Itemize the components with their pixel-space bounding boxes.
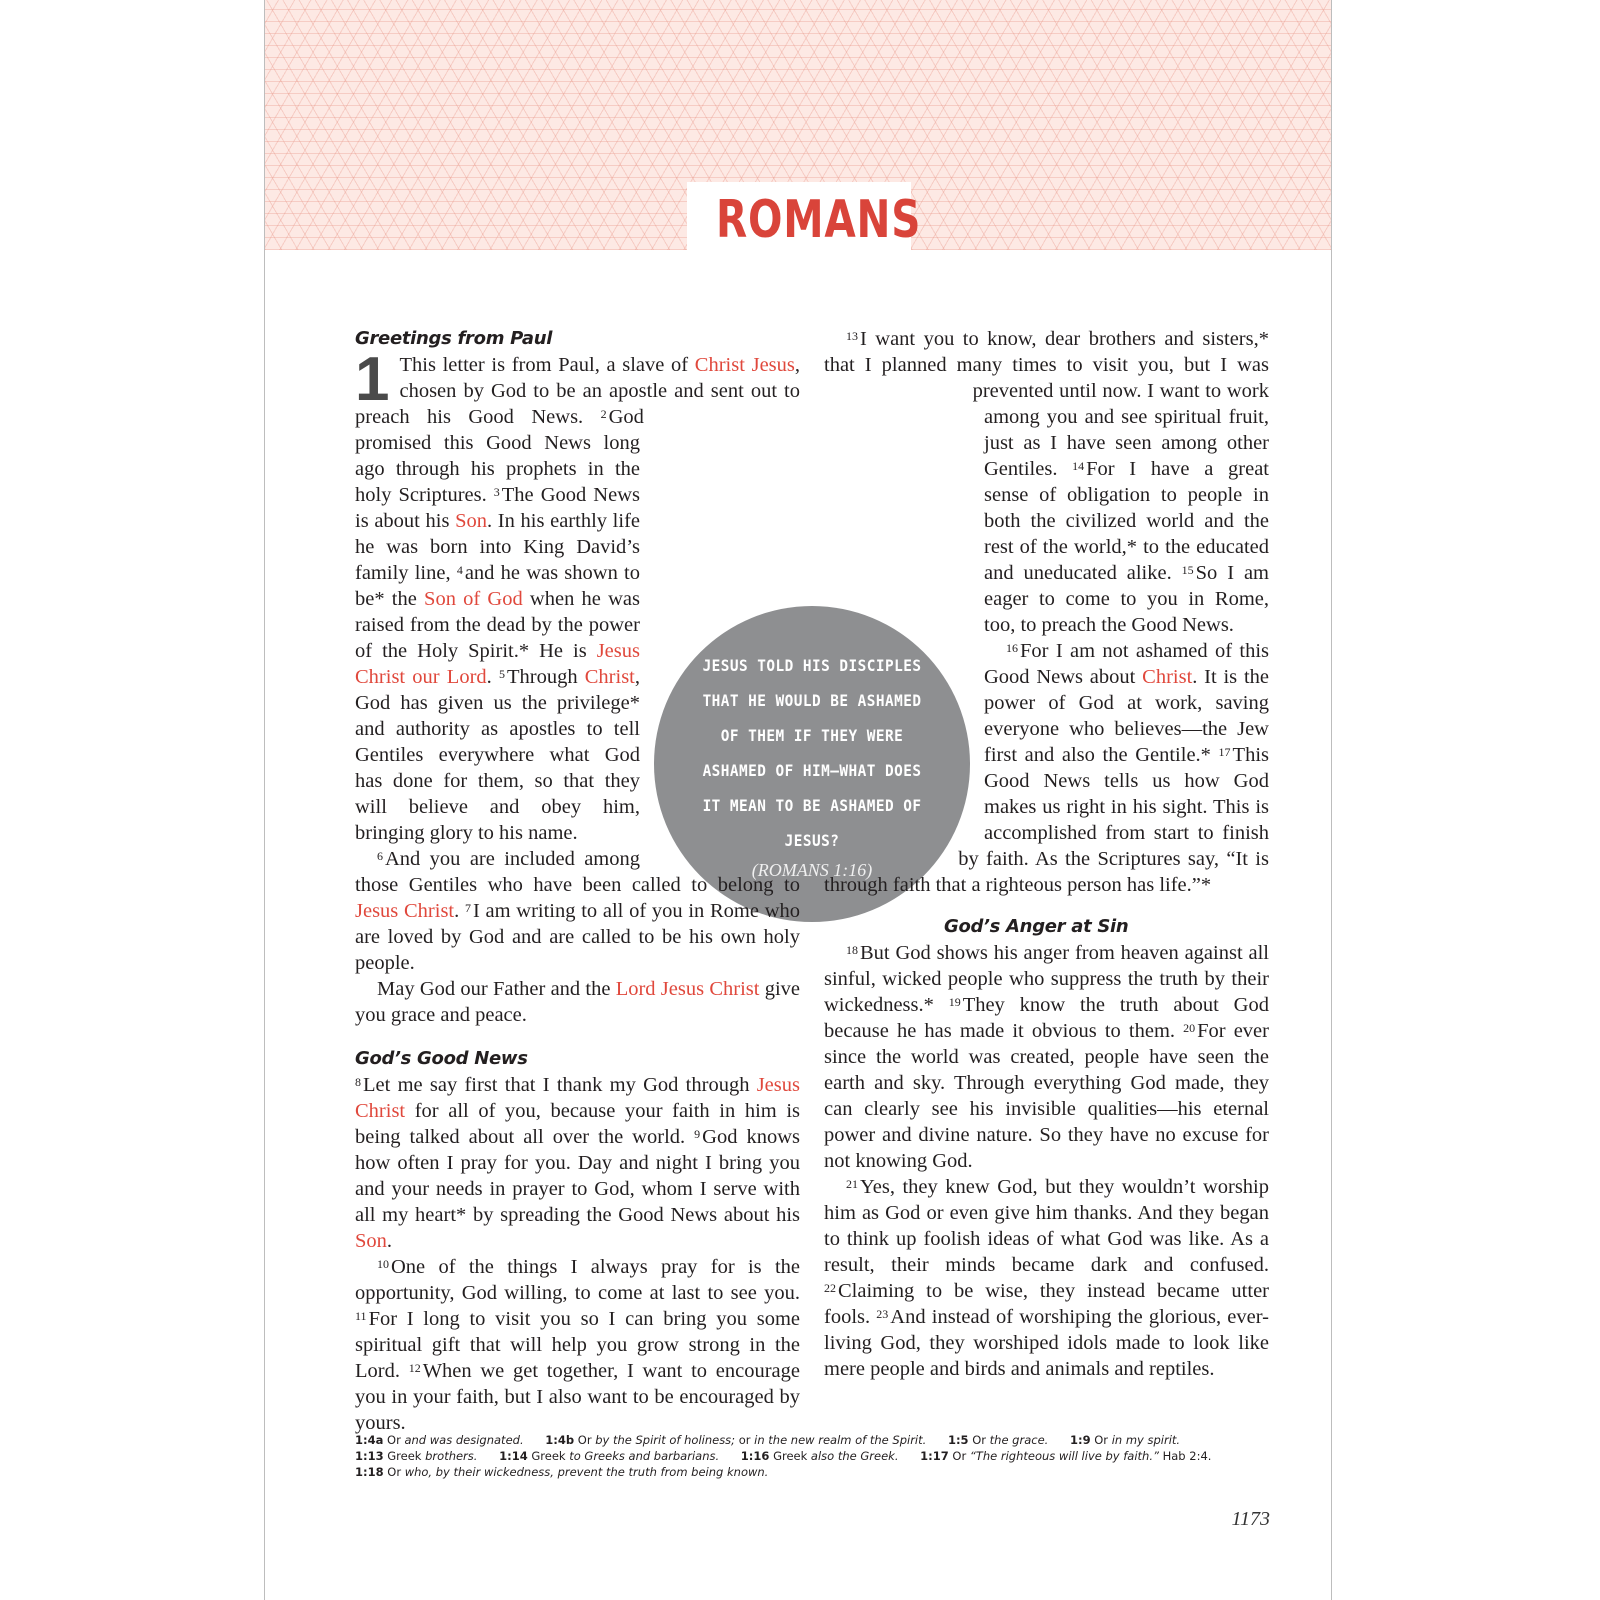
section-heading-greetings: Greetings from Paul <box>355 328 553 349</box>
footnote: 1:4b Or by the Spirit of holiness; or in the new realm of the Spirit. <box>545 1433 927 1447</box>
paragraph-v16: $^{16}$For I am not ashamed of this Good News about Christ. It is the power of God at work, saving everyone who believes—the Jew first and also the Gentile.* $^{17}$This Good News tells us how God makes us right in his sight. This is accomplished from start to finish by faith. As the Scriptures say, “It is through faith that a righteous person has life.”* <box>824 640 1269 896</box>
page-number: 1173 <box>1231 1508 1270 1530</box>
footnote: 1:16 Greek also the Greek. <box>740 1449 899 1463</box>
paragraph-v21: $^{21}$Yes, they knew God, but they wouldn’t worship him as God or even give him thanks. And they began to think up foolish ideas of what God was like. As a result, their minds became dark and confused. $^{22}$Claiming to be wise, they instead became utter fools. $^{23}$And instead of worshiping the glorious, ever-living God, they worshiped idols made to look like mere people and birds and animals and reptiles. <box>824 1176 1270 1380</box>
section-heading-anger: God’s Anger at Sin <box>944 916 1129 937</box>
verse-number: 12 <box>408 1361 421 1375</box>
verse-number: 4 <box>456 563 463 577</box>
verse-number: 22 <box>824 1281 836 1295</box>
verse-number: 19 <box>948 995 961 1009</box>
pull-quote-reference: (ROMANS 1:16) <box>751 859 873 880</box>
verse-number: 16 <box>1006 641 1018 655</box>
verse-number: 21 <box>846 1177 858 1191</box>
section-heading-good-news: God’s Good News <box>355 1048 528 1069</box>
paragraph-v8: $^8$Let me say first that I thank my God through Jesus Christ for all of you, because your faith in him is being talked about all over the world. $^9$God knows how often I pray for you. Day and night I bring you and your needs in prayer to God, whom I serve with all my heart* by spreading the Good News about his Son. <box>355 1074 801 1252</box>
verse-number: 6 <box>377 849 383 863</box>
verse-number: 14 <box>1072 459 1085 473</box>
verse-number: 7 <box>464 901 471 915</box>
paragraph-v6: $^6$And you are included among those Gentiles who have been called to belong to Jesus Christ. $^7$I am writing to all of you in Rome who are loved by God and are called to be his own holy people. <box>355 848 800 974</box>
footnote: 1:4a Or and was designated. <box>355 1433 524 1447</box>
verse-number: 13 <box>846 329 858 343</box>
footnote: 1:13 Greek brothers. <box>355 1449 478 1463</box>
paragraph-v1: 1 This letter is from Paul, a slave of Christ Jesus, chosen by God to be an apostle and sent out to preach his Good News. $^2$God promised this Good News long ago through his prophets in the holy Scriptures. $^3$The Good News is about his Son. In his earthly life he was born into King David’s family line, $^4$and he was shown to be* the Son of God when he was raised from the dead by the power of the Holy Spirit.* He is Jesus Christ our Lord. $^5$Through Christ, God has given us the privilege* and authority as apostles to tell Gentiles everywhere what God has done for them, so that they will believe and obey him, bringing glory to his name. <box>355 345 800 844</box>
verse-number: 23 <box>876 1307 889 1321</box>
footnote: 1:14 Greek to Greeks and barbarians. <box>499 1449 720 1463</box>
verse-number: 18 <box>846 943 858 957</box>
red-text: Christ Jesus <box>694 354 795 376</box>
right-column <box>824 326 1269 1382</box>
footnote: 1:5 Or the grace. <box>947 1433 1049 1447</box>
footnote: 1:18 Or who, by their wickedness, prevent the truth from being known. <box>355 1465 769 1479</box>
verse-number: 11 <box>355 1309 367 1323</box>
verse-number: 8 <box>355 1075 361 1089</box>
book-title: ROMANS <box>715 190 922 250</box>
circle-wrap-space-right <box>644 580 984 920</box>
verse-number: 9 <box>694 1127 701 1141</box>
verse-number: 10 <box>377 1257 389 1271</box>
footnotes <box>355 1432 1265 1480</box>
chapter-number: 1 <box>355 345 390 414</box>
paragraph-v18: $^{18}$But God shows his anger from heaven against all sinful, wicked people who suppress the truth by their wickedness.* $^{19}$They know the truth about God because he has made it obvious to them. $^{20}$For ever since the world was created, people have seen the earth and sky. Through everything God made, they can clearly see his invisible qualities—his eternal power and divine nature. So they have no excuse for not knowing God. <box>824 942 1269 1172</box>
title-box <box>687 182 922 250</box>
footnote: 1:9 Or in my spirit. <box>1069 1433 1181 1447</box>
pull-quote-question: JESUS TOLD HIS DISCIPLES THAT HE WOULD BE ASHAMED OF THEM IF THEY WERE ASHAMED OF HIM—WHAT DOES IT MEAN TO BE ASHAMED OF JESUS? <box>702 655 922 850</box>
verse-number: 15 <box>1181 563 1194 577</box>
paragraph-v10: $^{10}$One of the things I always pray for is the opportunity, God willing, to come at last to see you. $^{11}$For I long to visit you so I can bring you some spiritual gift that will help you grow strong in the Lord. $^{12}$When we get together, I want to encourage you in your faith, but I also want to be encouraged by yours. <box>355 1256 800 1434</box>
verse-number: 17 <box>1218 745 1231 759</box>
verse-number: 2 <box>600 407 607 421</box>
verse-number: 20 <box>1183 1021 1196 1035</box>
verse-number: 3 <box>493 485 500 499</box>
footnote: 1:17 Or “The righteous will live by faith.” Hab 2:4. <box>920 1449 1212 1463</box>
paragraph-v13: $^{13}$I want you to know, dear brothers and sisters,* that I planned many times to visit you, but I was prevented until now. I want to work among you and see spiritual fruit, just as I have seen among other Gentiles. $^{14}$For I have a great sense of obligation to people in both the civilized world and the rest of the world,* to the educated and uneducated alike. $^{15}$So I am eager to come to you in Rome, too, to preach the Good News. <box>824 328 1270 636</box>
verse-number: 5 <box>498 667 505 681</box>
paragraph-blessing: May God our Father and the Lord Jesus Christ give you grace and peace. <box>355 978 800 1026</box>
